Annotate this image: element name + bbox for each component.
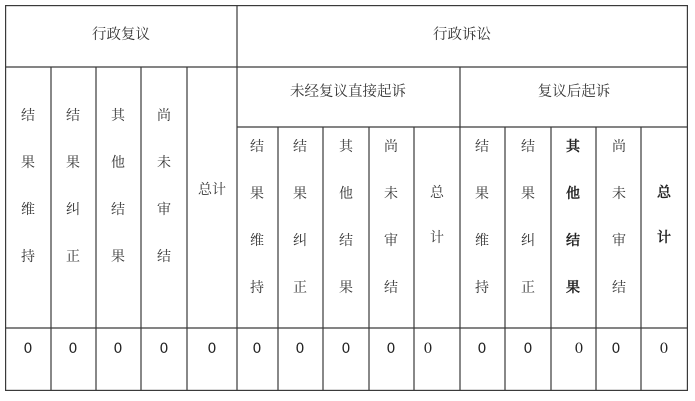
cell-after-review-upheld: 0 bbox=[477, 341, 487, 357]
header-admin-review: 行政复议 bbox=[92, 27, 150, 43]
subheader-result-upheld: 结果维持 bbox=[21, 108, 35, 265]
header-after-review-litigation: 复议后起诉 bbox=[537, 84, 611, 100]
cell-direct-upheld: 0 bbox=[252, 341, 262, 357]
cell-review-total: 0 bbox=[207, 341, 217, 357]
subheader-total: 总计 bbox=[198, 182, 226, 198]
header-direct-litigation: 未经复议直接起诉 bbox=[290, 84, 406, 100]
subheader-result-corrected: 结果纠正 bbox=[293, 139, 307, 296]
cell-review-corrected: 0 bbox=[68, 341, 78, 357]
subheader-other-results: 其他结果 bbox=[339, 139, 353, 296]
subheader-result-upheld: 结果维持 bbox=[250, 139, 264, 296]
subheader-pending: 尚未审结 bbox=[612, 139, 626, 296]
header-admin-litigation: 行政诉讼 bbox=[433, 27, 491, 43]
cell-review-upheld: 0 bbox=[23, 341, 33, 357]
subheader-other-results: 其他结果 bbox=[566, 139, 580, 296]
subheader-result-corrected: 结果纠正 bbox=[66, 108, 80, 265]
cell-after-review-corrected: 0 bbox=[523, 341, 533, 357]
cell-after-review-total: 0 bbox=[659, 341, 669, 357]
subheader-result-corrected: 结果纠正 bbox=[521, 139, 535, 296]
subheader-result-upheld: 结果维持 bbox=[475, 139, 489, 296]
subheader-total: 总计 bbox=[430, 185, 444, 246]
cell-review-other: 0 bbox=[113, 341, 123, 357]
stats-table bbox=[5, 5, 688, 391]
subheader-pending: 尚未审结 bbox=[384, 139, 398, 296]
cell-direct-total: 0 bbox=[423, 341, 433, 357]
cell-direct-corrected: 0 bbox=[295, 341, 305, 357]
cell-review-pending: 0 bbox=[159, 341, 169, 357]
cell-after-review-other: 0 bbox=[574, 341, 584, 357]
subheader-pending: 尚未审结 bbox=[157, 108, 171, 265]
subheader-total: 总计 bbox=[657, 185, 671, 246]
cell-direct-pending: 0 bbox=[386, 341, 396, 357]
value-row bbox=[24, 341, 669, 357]
subheader-other-results: 其他结果 bbox=[111, 108, 125, 265]
direct-subheaders bbox=[250, 138, 445, 296]
cell-direct-other: 0 bbox=[341, 341, 351, 357]
cell-after-review-pending: 0 bbox=[611, 341, 621, 357]
